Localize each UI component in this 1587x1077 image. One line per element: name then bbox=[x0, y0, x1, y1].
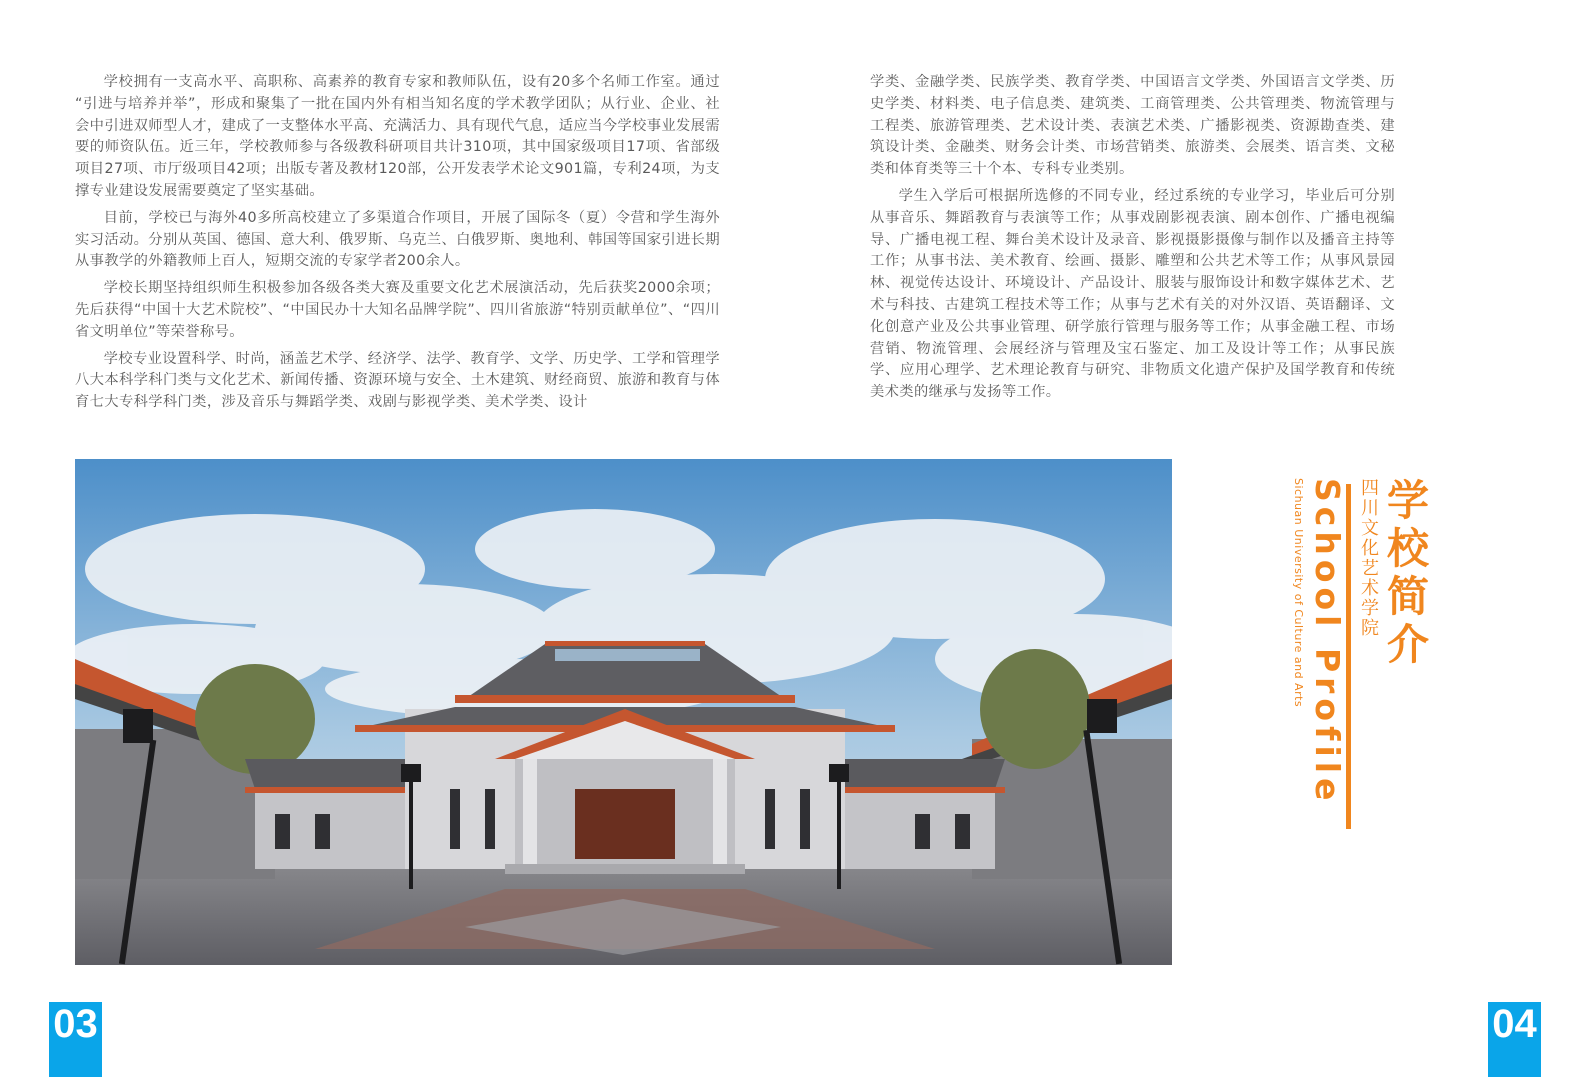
university-name-cn: 四川文化艺术学院 bbox=[1358, 478, 1379, 638]
campus-building-photo bbox=[75, 459, 1172, 965]
paragraph-disciplines: 学校专业设置科学、时尚，涵盖艺术学、经济学、法学、教育学、文学、历史学、工学和管理学八大本科学科门类与文化艺术、新闻传播、资源环境与安全、土木建筑、财经商贸、旅游和教育与体育七大专科学科门类，涉及音乐与舞蹈学类、戏剧与影视学类、美术学类、设计 bbox=[75, 350, 720, 411]
right-text-column bbox=[870, 72, 1395, 409]
left-text-column bbox=[75, 72, 720, 419]
page-number-right: 04 bbox=[1488, 1002, 1541, 1077]
campus-building-illustration bbox=[75, 459, 1172, 965]
paragraph-careers: 学生入学后可根据所选修的不同专业，经过系统的专业学习，毕业后可分别从事音乐、舞蹈教育与表演等工作；从事戏剧影视表演、剧本创作、广播电视编导、广播电视工程、舞台美术设计及录音、影视摄影摄像与制作以及播音主持等工作；从事书法、美术教育、绘画、摄影、雕塑和公共艺术等工作；从事风景园林、视觉传达设计、环境设计、产品设计、服装与服饰设计和数字媒体艺术、艺术与科技、古建筑工程技术等工作；从事与艺术有关的对外汉语、英语翻译、文化创意产业及公共事业管理、研学旅行管理与服务等工作；从事金融工程、市场营销、物流管理、会展经济与管理及宝石鉴定、加工及设计等工作；从事民族学、应用心理学、艺术理论教育与研究、非物质文化遗产保护及国学教育和传统美术类的继承与发扬等工作。 bbox=[870, 187, 1395, 401]
paragraph-awards: 学校长期坚持组织师生积极参加各级各类大赛及重要文化艺术展演活动，先后获奖2000余项；先后获得“中国十大艺术院校”、“中国民办十大知名品牌学院”、四川省旅游“特别贡献单位”、“四川省文明单位”等荣誉称号。 bbox=[75, 280, 720, 340]
paragraph-international: 目前，学校已与海外40多所高校建立了多渠道合作项目，开展了国际冬（夏）令营和学生海外实习活动。分别从英国、德国、意大利、俄罗斯、乌克兰、白俄罗斯、奥地利、韩国等国家引进长期从事教学的外籍教师上百人，短期交流的专家学者200余人。 bbox=[75, 209, 720, 270]
university-name-en: Sichuan University of Culture and Arts bbox=[1292, 478, 1305, 708]
paragraph-majors: 学类、金融学类、民族学类、教育学类、中国语言文学类、外国语言文学类、历史学类、材料类、电子信息类、建筑类、工商管理类、公共管理类、物流管理与工程类、旅游管理类、艺术设计类、表演艺术类、广播影视类、资源勘查类、建筑设计类、金融类、财务会计类、市场营销类、旅游类、会展类、语言类、文秘类和体育类等三十个本、专科专业类别。 bbox=[870, 74, 1395, 178]
page-number-left: 03 bbox=[49, 1002, 102, 1077]
section-title-cn: 学校简介 bbox=[1381, 478, 1430, 670]
paragraph-faculty: 学校拥有一支高水平、高职称、高素养的教育专家和教师队伍，设有20多个名师工作室。通过 “引进与培养并举”，形成和聚集了一批在国内外有相当知名度的学术教学团队；从行业、企业、社会中引进双师型人才，建成了一支整体水平高、充满活力、具有现代气息，适应当今学校事业发展需要的师资队伍。近三年，学校教师参与各级教科研项目共计310项，其中国家级项目17项、省部级项目27项、市厅级项目42项；出版专著及教材120部，公开发表学术论文901篇，专利24项，为支撑专业建设发展需要奠定了坚实基础。 bbox=[75, 74, 720, 199]
section-title-en: School Profile bbox=[1308, 478, 1347, 806]
